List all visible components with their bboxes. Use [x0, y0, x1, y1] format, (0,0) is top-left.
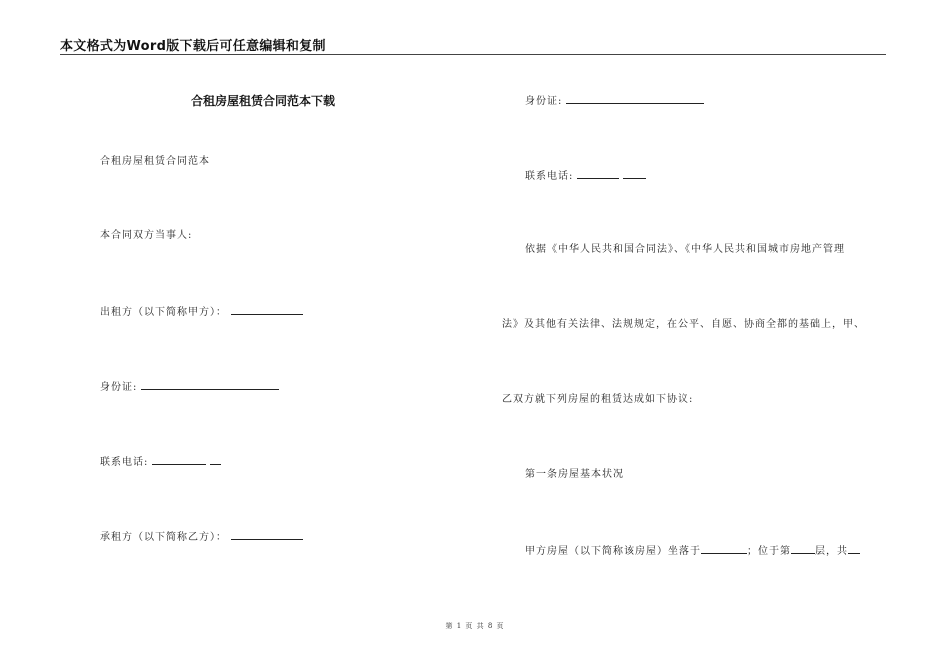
lessor-phone-blank-2 — [210, 454, 221, 465]
page-number: 第 1 页 共 8 页 — [445, 622, 505, 630]
lessor-phone-label: 联系电话: — [100, 457, 149, 468]
article1-part2: ；位于第 — [747, 546, 791, 557]
lessee-phone-label: 联系电话: — [525, 171, 574, 182]
article1-title: 第一条房屋基本状况 — [525, 469, 624, 480]
basis-line-2 — [502, 318, 865, 332]
lessee-line — [100, 529, 303, 545]
basis-text-2: 法》及其他有关法律、法规规定，在公平、自愿、协商全都的基础上，甲、 — [502, 319, 865, 330]
lessee-phone-blank-1 — [577, 168, 619, 179]
lessor-id-blank — [141, 379, 279, 390]
basis-text-3: 乙双方就下列房屋的租赁达成如下协议: — [502, 394, 694, 405]
location-blank — [701, 543, 747, 554]
parties-intro-text: 本合同双方当事人: — [100, 230, 193, 241]
lessor-id-line — [100, 379, 279, 395]
total-floors-blank — [848, 543, 860, 554]
lessor-phone-line — [100, 454, 221, 470]
document-title: 合租房屋租赁合同范本下载 — [190, 94, 335, 108]
lessor-phone-blank-1 — [152, 454, 206, 465]
lessee-id-line — [525, 93, 704, 109]
basis-text-1: 依据《中华人民共和国合同法》、《中华人民共和国城市房地产管理 — [525, 244, 845, 255]
page-footer — [0, 621, 950, 631]
header-banner: 本文格式为Word版下载后可任意编辑和复制 — [60, 39, 326, 54]
lessor-id-label: 身份证: — [100, 382, 138, 393]
lessee-id-blank — [566, 93, 704, 104]
lessee-phone-line — [525, 168, 646, 184]
lessor-label: 出租方（以下简称甲方）： — [100, 307, 227, 318]
floor-blank — [791, 543, 815, 554]
lessor-line — [100, 304, 303, 320]
article1-body-line — [525, 543, 860, 559]
parties-intro-line — [100, 229, 192, 243]
lessee-id-label: 身份证: — [525, 96, 563, 107]
subtitle-line — [100, 155, 210, 169]
article1-part1: 甲方房屋（以下简称该房屋）坐落于 — [525, 546, 701, 557]
lessor-blank — [231, 304, 303, 315]
lessee-label: 承租方（以下简称乙方）： — [100, 532, 227, 543]
article1-title-line — [525, 468, 624, 482]
lessee-phone-blank-2 — [623, 168, 646, 179]
subtitle-text: 合租房屋租赁合同范本 — [100, 156, 210, 167]
lessee-blank — [231, 529, 303, 540]
basis-line-1 — [525, 243, 845, 257]
page-header — [60, 34, 886, 55]
basis-line-3 — [502, 393, 693, 407]
article1-part3: 层，共 — [815, 546, 848, 557]
